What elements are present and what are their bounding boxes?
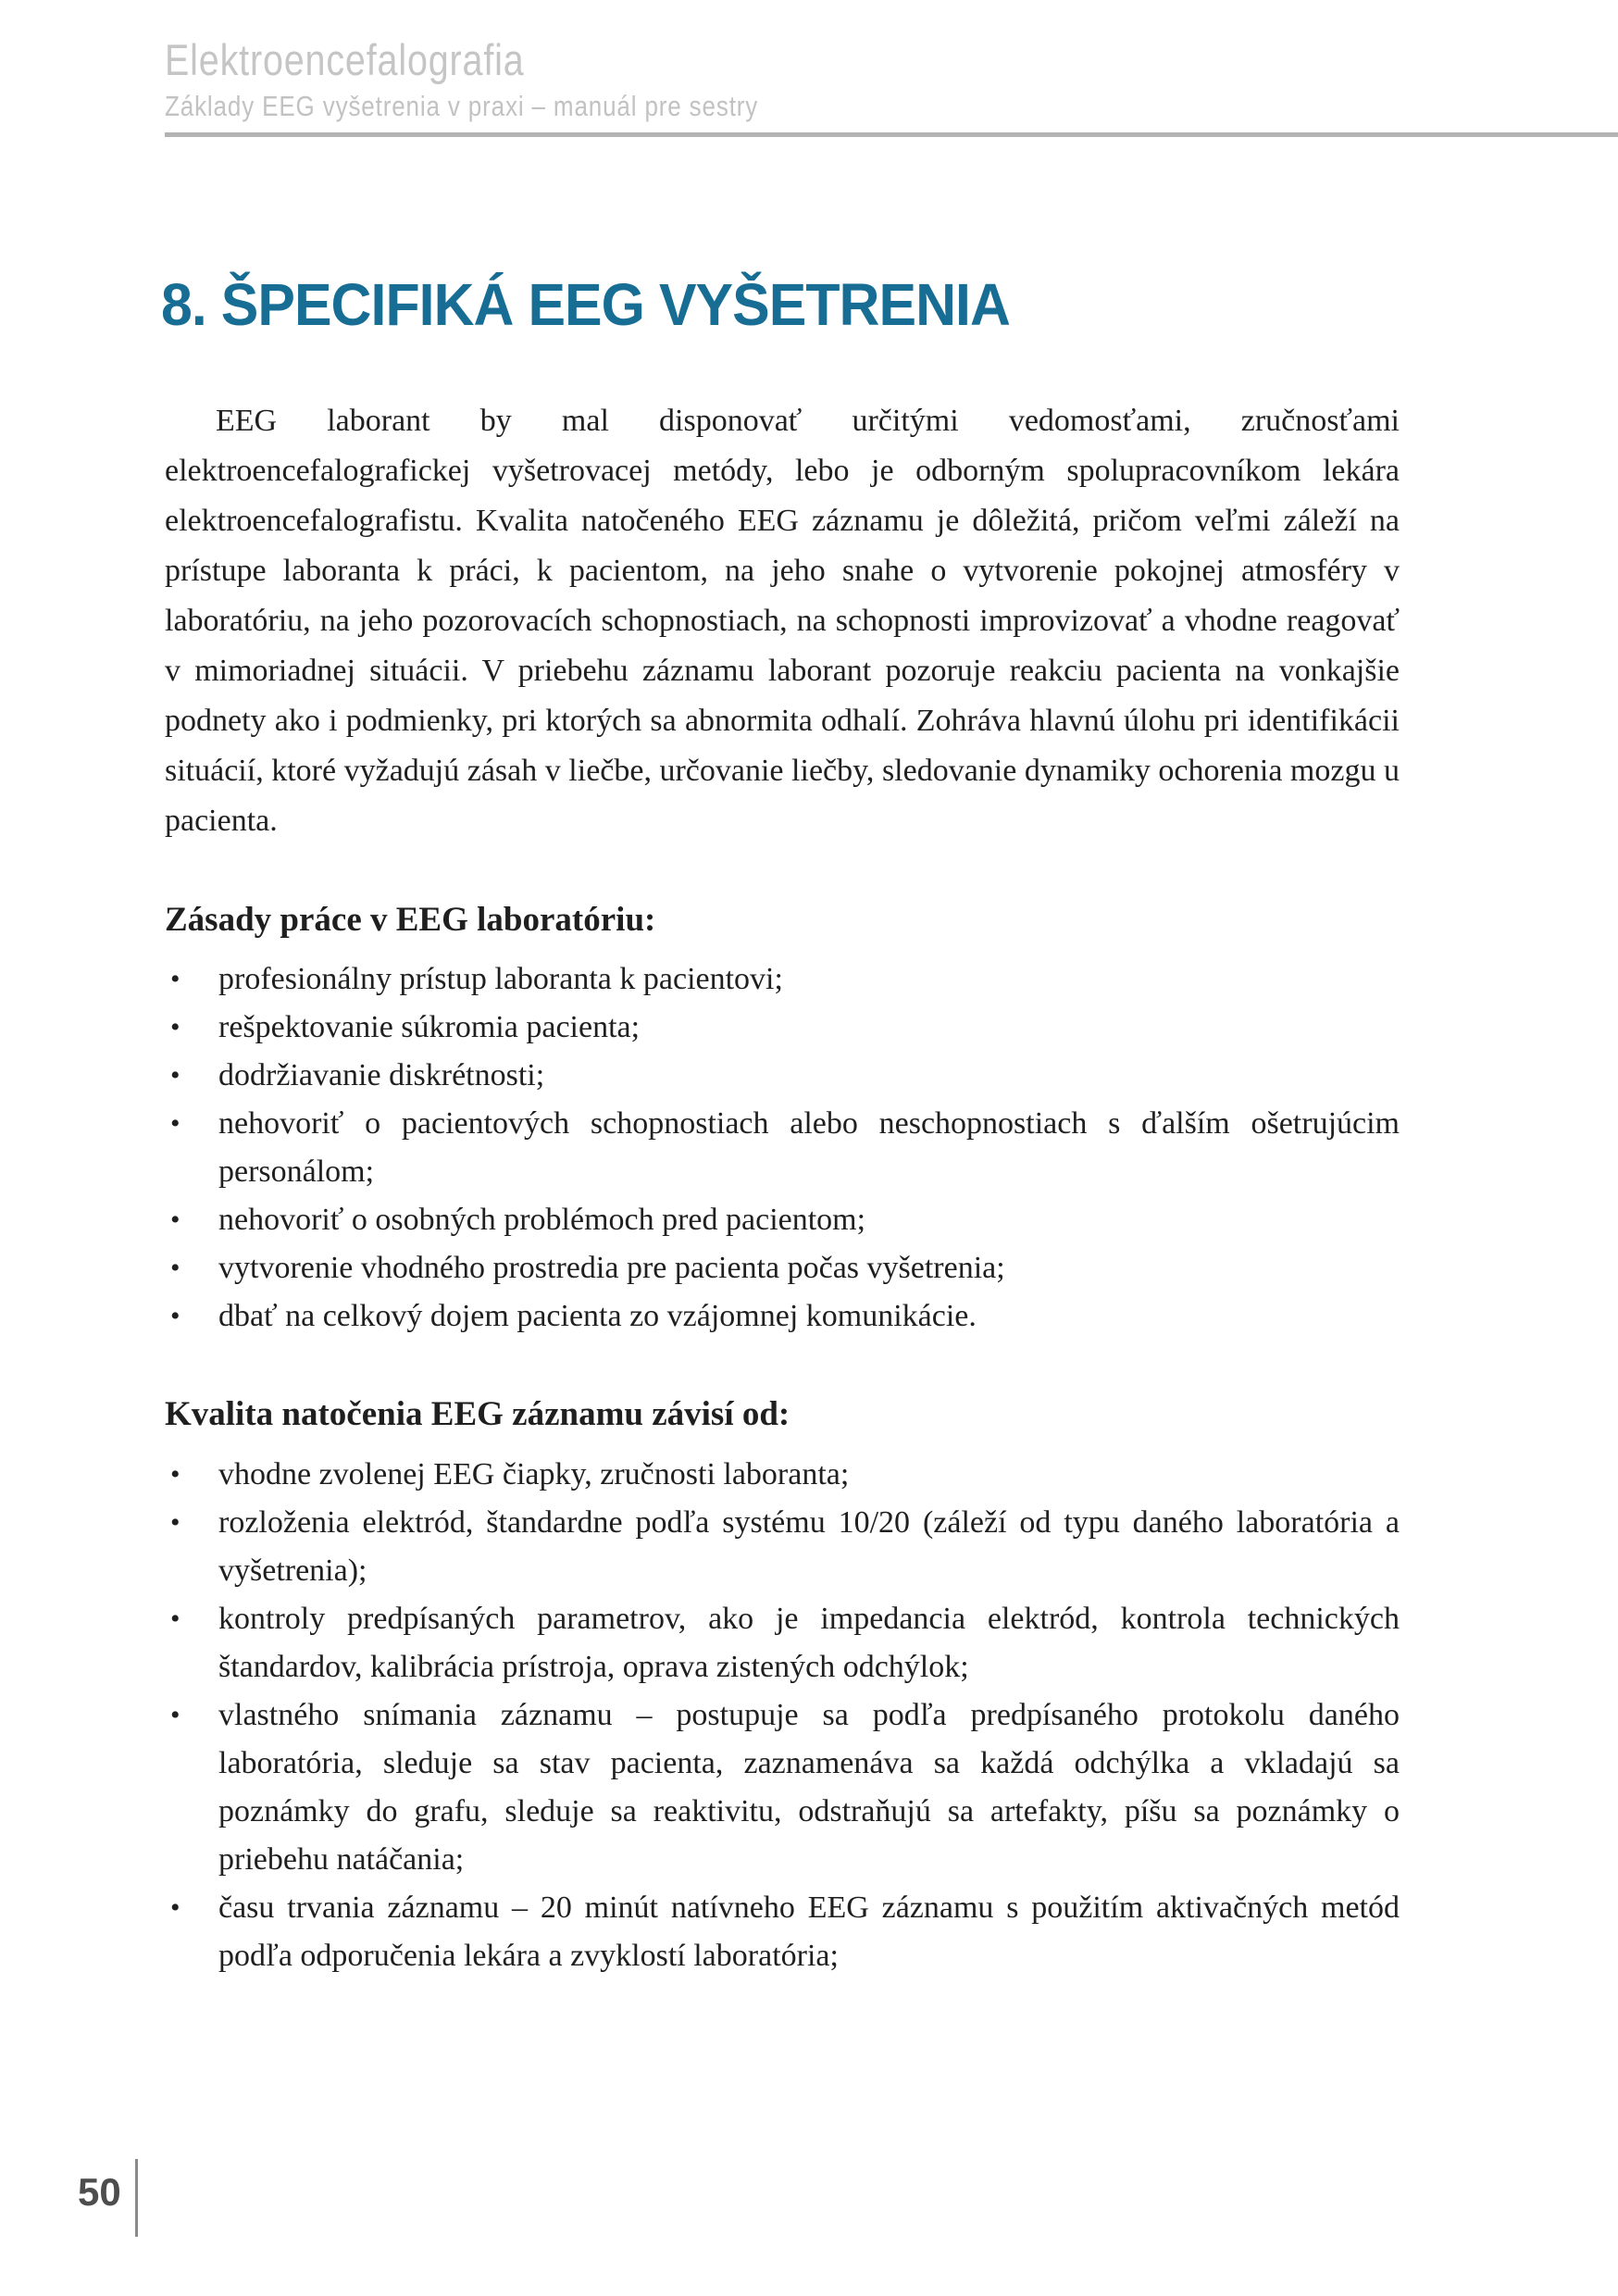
list-item: [165, 1004, 1400, 1052]
list-item-text: rozloženia elektród, štandardne podľa systému 10/20 (záleží od typu daného laboratória a vyšetrenia);: [218, 1504, 1400, 1588]
list-item: [165, 1884, 1400, 1980]
book-title: Elektroencefalografia: [165, 35, 525, 84]
page-number: 50: [78, 2170, 121, 2214]
list-item-text: dodržiavanie diskrétnosti;: [218, 1058, 545, 1093]
list-item: [165, 1691, 1400, 1884]
list-item: [165, 1292, 1400, 1341]
chapter-title: 8. ŠPECIFIKÁ EEG VYŠETRENIA: [161, 271, 1010, 338]
list-item-text: profesionálny prístup laboranta k pacientovi;: [218, 962, 783, 997]
list-item: [165, 1100, 1400, 1196]
header-divider-rule: [165, 132, 1618, 137]
quality-list: [165, 1451, 1400, 1980]
bullet-icon: •: [170, 1060, 180, 1092]
running-header: [165, 37, 1618, 123]
bullet-icon: •: [170, 1891, 180, 1923]
bullet-icon: •: [170, 1458, 180, 1490]
list-item-text: času trvania záznamu – 20 minút natívneho EEG záznamu s použitím aktivačných metód podľa odporučenia lekára a zvyklostí laboratória;: [218, 1890, 1400, 1973]
list-item-text: rešpektovanie súkromia pacienta;: [218, 1010, 641, 1045]
list-item-text: vytvorenie vhodného prostredia pre pacienta počas vyšetrenia;: [218, 1251, 1005, 1286]
page-body: [165, 396, 1400, 1980]
bullet-icon: •: [170, 1603, 180, 1634]
section-heading-quality: Kvalita natočenia EEG záznamu závisí od:: [165, 1395, 790, 1434]
intro-paragraph: EEG laborant by mal disponovať určitými vedomosťami, zručnosťami elektroencefalografickej vyšetrovacej metódy, lebo je odborným spolupracovníkom lekára elektroencefalografistu. Kvalita natočeného EEG záznamu je dôležitá, pričom veľmi záleží na prístupe laboranta k práci, k pacientom, na jeho snahe o vytvorenie pokojnej atmosféry v laboratóriu, na jeho pozorovacích schopnostiach, na schopnosti improvizovať a vhodne reagovať v mimoriadnej situácii. V priebehu záznamu laborant pozoruje reakciu pacienta na vonkajšie podnety ako i podmienky, pri ktorých sa abnormita odhalí. Zohráva hlavnú úlohu pri identifikácii situácií, ktoré vyžadujú zásah v liečbe, určovanie liečby, sledovanie dynamiky ochorenia mozgu u pacienta.: [165, 404, 1400, 838]
list-item-text: kontroly predpísaných parametrov, ako je impedancia elektród, kontrola technických štandardov, kalibrácia prístroja, oprava zistených odchýlok;: [218, 1601, 1400, 1684]
list-item: [165, 1499, 1400, 1595]
list-item: [165, 955, 1400, 1004]
bullet-icon: •: [170, 964, 180, 995]
list-item-text: vhodne zvolenej EEG čiapky, zručnosti laboranta;: [218, 1456, 850, 1491]
list-item: [165, 1196, 1400, 1244]
principles-list: [165, 955, 1400, 1341]
bullet-icon: •: [170, 1012, 180, 1043]
bullet-icon: •: [170, 1204, 180, 1236]
bullet-icon: •: [170, 1108, 180, 1140]
bullet-icon: •: [170, 1699, 180, 1730]
bullet-icon: •: [170, 1506, 180, 1538]
list-item-text: vlastného snímania záznamu – postupuje sa podľa predpísaného protokolu daného laboratória, sleduje sa stav pacienta, zaznamenáva sa každá odchýlka a vkladajú sa poznámky do grafu, sleduje sa reaktivitu, odstraňujú sa artefakty, píšu sa poznámky o priebehu natáčania;: [218, 1697, 1400, 1877]
list-item: [165, 1451, 1400, 1499]
list-item-text: dbať na celkový dojem pacienta zo vzájomnej komunikácie.: [218, 1299, 977, 1334]
bullet-icon: •: [170, 1301, 180, 1332]
page-number-divider-rule: [135, 2159, 138, 2237]
book-subtitle: Základy EEG vyšetrenia v praxi – manuál pre sestry: [165, 90, 759, 123]
list-item: [165, 1052, 1400, 1100]
list-item: [165, 1595, 1400, 1691]
list-item: [165, 1244, 1400, 1292]
list-item-text: nehovoriť o osobných problémoch pred pacientom;: [218, 1203, 866, 1238]
list-item-text: nehovoriť o pacientových schopnostiach alebo neschopnostiach s ďalším ošetrujúcim personálom;: [218, 1106, 1400, 1190]
bullet-icon: •: [170, 1253, 180, 1284]
section-heading-principles: Zásady práce v EEG laboratóriu:: [165, 901, 656, 939]
